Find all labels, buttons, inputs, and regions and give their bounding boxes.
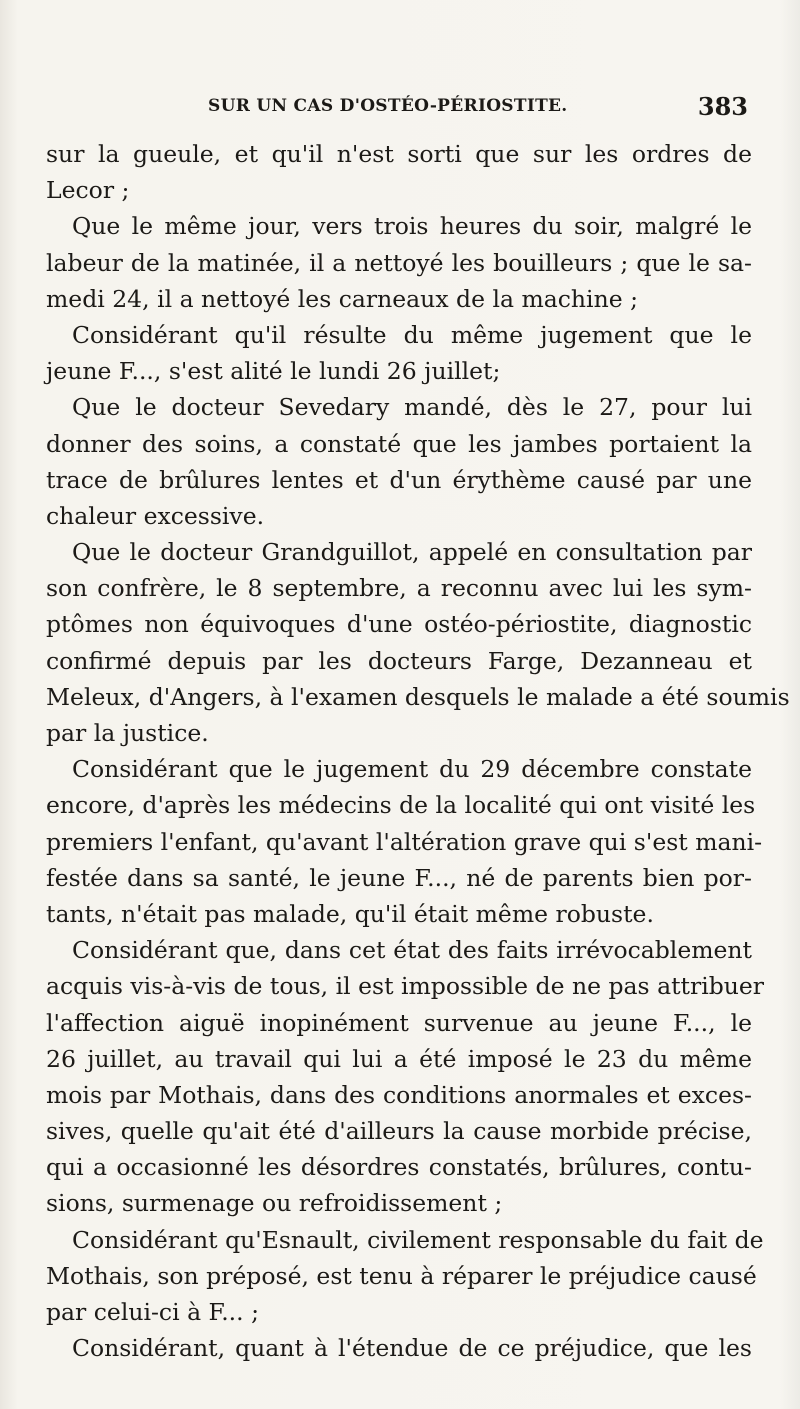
- text-line: Que le docteur Grandguillot, appelé en consultation par: [72, 538, 752, 567]
- text-line: Considérant qu'Esnault, civilement responsable du fait de: [72, 1225, 764, 1254]
- text-line: sur la gueule, et qu'il n'est sorti que sur les ordres de: [46, 140, 752, 168]
- text-line: medi 24, il a nettoyé les carneaux de la machine ;: [46, 284, 638, 313]
- text-line: ptômes non équivoques d'une ostéo-périostite, diagnostic: [46, 610, 752, 639]
- text-line: sives, quelle qu'ait été d'ailleurs la cause morbide précise,: [46, 1117, 752, 1146]
- page-number: 383: [697, 92, 748, 121]
- text-line: festée dans sa santé, le jeune F..., né de parents bien por-: [46, 863, 752, 892]
- text-line: Lecor ;: [46, 176, 130, 205]
- text-line: donner des soins, a constaté que les jambes portaient la: [46, 429, 752, 458]
- running-head: [0, 92, 800, 126]
- text-line: mois par Mothais, dans des conditions anormales et exces-: [46, 1080, 752, 1109]
- text-line: jeune F..., s'est alité le lundi 26 juillet;: [46, 357, 501, 386]
- text-line: labeur de la matinée, il a nettoyé les bouilleurs ; que le sa-: [46, 248, 752, 277]
- text-line: Considérant qu'il résulte du même jugement que le: [72, 320, 752, 349]
- text-line: qui a occasionné les désordres constatés, brûlures, contu-: [46, 1153, 752, 1182]
- text-line: Que le même jour, vers trois heures du soir, malgré le: [72, 212, 752, 241]
- running-title: SUR UN CAS D'OSTÉO-PÉRIOSTITE.: [208, 96, 568, 116]
- text-line: 26 juillet, au travail qui lui a été imposé le 23 du même: [46, 1044, 752, 1073]
- text-line: Considérant, quant à l'étendue de ce préjudice, que les: [72, 1334, 752, 1363]
- text-line: par la justice.: [46, 719, 209, 747]
- text-line: chaleur excessive.: [46, 501, 265, 530]
- text-line: Considérant que le jugement du 29 décembre constate: [72, 755, 752, 784]
- text-line: trace de brûlures lentes et d'un érythème causé par une: [46, 465, 752, 494]
- text-line: Mothais, son préposé, est tenu à réparer le préjudice causé: [46, 1261, 757, 1290]
- text-line: acquis vis-à-vis de tous, il est impossible de ne pas attribuer: [46, 972, 765, 1001]
- text-line: son confrère, le 8 septembre, a reconnu avec lui les sym-: [46, 574, 752, 603]
- text-line: Que le docteur Sevedary mandé, dès le 27, pour lui: [72, 393, 752, 422]
- text-line: par celui-ci à F... ;: [46, 1298, 260, 1326]
- text-line: encore, d'après les médecins de la localité qui ont visité les: [46, 791, 756, 820]
- text-line: tants, n'était pas malade, qu'il était même robuste.: [46, 899, 654, 928]
- text-line: Considérant que, dans cet état des faits irrévocablement: [72, 936, 752, 965]
- text-line: Meleux, d'Angers, à l'examen desquels le malade a été soumis: [46, 682, 790, 711]
- text-line: l'affection aiguë inopinément survenue au jeune F..., le: [46, 1008, 752, 1037]
- body-text: [46, 136, 790, 1366]
- text-line: premiers l'enfant, qu'avant l'altération grave qui s'est mani-: [46, 827, 763, 856]
- text-line: sions, surmenage ou refroidissement ;: [46, 1189, 503, 1218]
- text-line: confirmé depuis par les docteurs Farge, Dezanneau et: [46, 646, 752, 675]
